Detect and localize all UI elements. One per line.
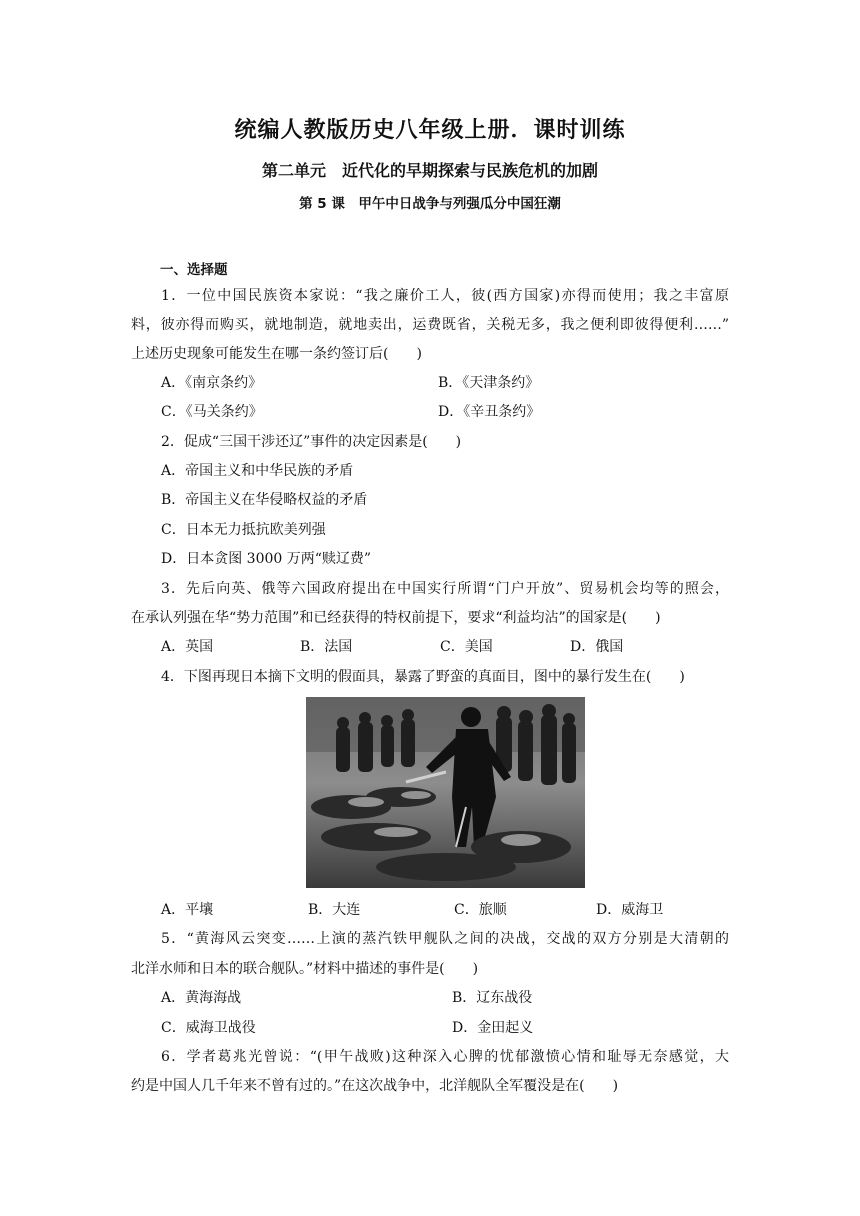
q6-stem-line1: 6．学者葛兆光曾说：“(甲午战败)这种深入心脾的忧郁激愤心情和耻辱无奈感觉，大: [161, 1049, 729, 1065]
section-heading: 一、选择题: [160, 262, 228, 278]
q1-option-d: D．《辛丑条约》: [438, 404, 541, 420]
q5-option-d: D．金田起义: [452, 1020, 534, 1036]
q1-option-b: B．《天津条约》: [438, 375, 540, 391]
q2-stem: 2．促成“三国干涉还辽”事件的决定因素是( ): [161, 434, 462, 450]
q6-stem-line2: 约是中国人几千年来不曾有过的。”在这次战争中，北洋舰队全军覆没是在( ): [131, 1078, 619, 1094]
q4-option-d: D．威海卫: [596, 902, 664, 918]
lesson-title: 第 5 课 甲午中日战争与列强瓜分中国狂潮: [299, 196, 561, 212]
q2-option-a: A．帝国主义和中华民族的矛盾: [161, 463, 354, 479]
q2-option-b: B．帝国主义在华侵略权益的矛盾: [161, 492, 368, 508]
q4-stem: 4．下图再现日本摘下文明的假面具，暴露了野蛮的真面目，图中的暴行发生在( ): [161, 669, 685, 685]
q4-option-c: C．旅顺: [454, 902, 507, 918]
q4-option-a: A．平壤: [161, 902, 214, 918]
q5-option-c: C．威海卫战役: [161, 1020, 256, 1036]
q3-option-b: B．法国: [300, 639, 353, 655]
q1-stem-line3: 上述历史现象可能发生在哪一条约签订后( ): [131, 346, 422, 362]
q1-stem-line2: 料，彼亦得而购买，就地制造，就地卖出，运费既省，关税无多，我之便利即彼得便利……”: [131, 317, 729, 333]
q2-option-c: C．日本无力抵抗欧美列强: [161, 522, 326, 538]
historical-photo: [306, 697, 585, 888]
q3-stem-line2: 在承认列强在华“势力范围”和已经获得的特权前提下，要求“利益均沾”的国家是( ): [131, 610, 661, 626]
q5-stem-line2: 北洋水师和日本的联合舰队。”材料中描述的事件是( ): [131, 961, 479, 977]
q3-option-c: C．美国: [440, 639, 493, 655]
q5-stem-line1: 5．“黄海风云突变……上演的蒸汽铁甲舰队之间的决战，交战的双方分别是大清朝的: [161, 931, 729, 947]
q5-option-a: A．黄海海战: [161, 990, 242, 1006]
q1-option-a: A．《南京条约》: [161, 375, 263, 391]
q1-stem-line1: 1．一位中国民族资本家说：“我之廉价工人，彼(西方国家)亦得而使用；我之丰富原: [161, 288, 729, 304]
q4-option-b: B．大连: [308, 902, 361, 918]
document-title: 统编人教版历史八年级上册．课时训练: [234, 118, 626, 143]
q3-option-d: D．俄国: [570, 639, 624, 655]
unit-title: 第二单元 近代化的早期探索与民族危机的加剧: [261, 161, 598, 180]
q3-stem-line1: 3．先后向英、俄等六国政府提出在中国实行所谓“门户开放”、贸易机会均等的照会，: [161, 581, 729, 597]
q2-option-d: D．日本贪图 3000 万两“赎辽费”: [161, 551, 372, 567]
q1-option-c: C．《马关条约》: [161, 404, 263, 420]
q3-option-a: A．英国: [161, 639, 214, 655]
q5-option-b: B．辽东战役: [452, 990, 533, 1006]
